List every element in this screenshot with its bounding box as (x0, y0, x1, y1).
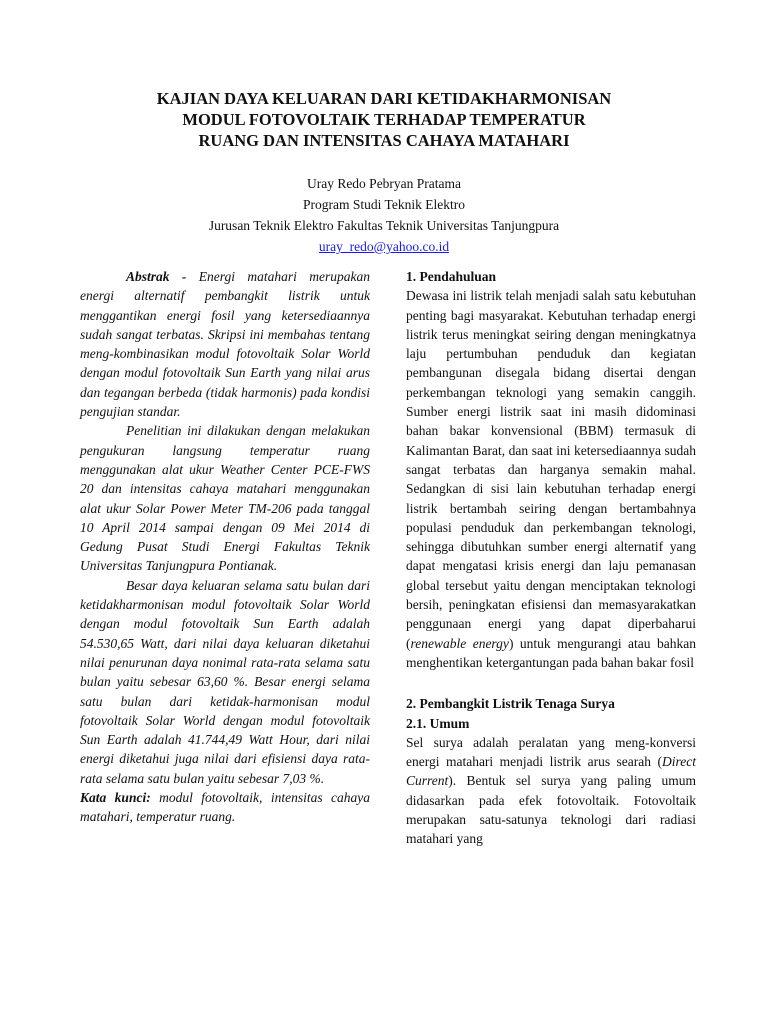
abstract-paragraph-2: Penelitian ini dilakukan dengan melakukan pengukuran langsung temperatur ruang menggunakan alat ukur Weather Center PCE-FWS 20 dan intensitas cahaya matahari menggunakan alat ukur Solar Power Meter TM-206 pada tanggal 10 April 2014 sampai dengan 09 Mei 2014 di Gedung Pusat Studi Energi Fakultas Teknik Universitas Tanjungpura Pontianak. (80, 423, 370, 574)
title-line-3: RUANG DAN INTENSITAS CAHAYA MATAHARI (198, 131, 570, 150)
section-2-text-b: ). Bentuk sel surya yang paling umum didasarkan pada efek fotovoltaik. Fotovoltaik merupakan satu-satunya teknologi dari radiasi matahari yang (406, 773, 696, 847)
body-column (406, 267, 696, 849)
author-email-link[interactable]: uray_redo@yahoo.co.id (318, 239, 450, 254)
title-line-2: MODUL FOTOVOLTAIK TERHADAP TEMPERATUR (182, 110, 586, 129)
section-2-text-a: Sel surya adalah peralatan yang meng-konversi energi matahari menjadi listrik arus searah ( (406, 734, 696, 770)
section-2-1-heading: 2.1. Umum (406, 715, 470, 731)
abstract-text-1: Energi matahari merupakan energi alternatif pembangkit listrik untuk menggantikan energi fosil yang ketersediaannya sudah sangat terbatas. Skripsi ini membahas tentang meng-kombinasikan modul fotovoltaik Solar World dengan modul fotovoltaik Sun Earth yang nilai arus dan tegangan berbeda (tidak harmonis) pada kondisi pengujian standar. (80, 269, 370, 420)
keywords-paragraph (80, 788, 370, 827)
section-1-text-a: Dewasa ini listrik telah menjadi salah satu kebutuhan penting bagi masyarakat. Kebutuhan terhadap energi listrik terus meningkat seiring dengan meningkatnya laju pertumbuhan penduduk dan kegiatan pembangunan disegala bidang disertai dengan perkembangan teknologi yang semakin canggih. Sumber energi listrik saat ini masih didominasi bahan bakar konvensional (BBM) termasuk di Kalimantan Barat, dan saat ini ketersediaannya sudah sangat terbatas dan harganya semakin mahal. Sedangkan di sisi lain kebutuhan terhadap energi listrik bertambah seiring dengan bertambahnya populasi penduduk dan perkembangan teknologi, sehingga dibutuhkan sumber energi alternatif yang dapat mengatasi krisis energi dan laju pemanasan global tersebut yaitu dengan menciptakan teknologi bersih, peningkatan efisiensi dan memasyarakatkan penggunaan energi yang dapat diperbaharui ( (406, 288, 696, 651)
title-line-1: KAJIAN DAYA KELUARAN DARI KETIDAKHARMONISAN (156, 89, 612, 108)
section-2-heading: 2. Pembangkit Listrik Tenaga Surya (406, 696, 615, 712)
author-block (0, 173, 768, 257)
section-1-italic: renewable energy (410, 635, 509, 651)
abstract-label: Abstrak - (126, 269, 187, 284)
section-2-italic: Direct Current (406, 754, 696, 789)
abstract-paragraph-3: Besar daya keluaran selama satu bulan dari ketidakharmonisan modul fotovoltaik Solar World dengan modul fotovoltaik Sun Earth adalah 54.530,65 Watt, dari nilai daya keluaran diketahui nilai penurunan daya nonimal rata-rata selama satu bulan yaitu sebesar 63,60 %. Besar energi selama satu bulan dari ketidak-harmonisan modul fotovoltaik Solar World dengan modul fotovoltaik Sun Earth adalah 41.744,49 Watt Hour, dari nilai energi diketahui juga nilai dari efisiensi daya rata-rata selama satu bulan yaitu sebesar 7,03 %. (80, 577, 370, 786)
keywords-label: Kata kunci: (80, 790, 151, 806)
keywords-text: modul fotovoltaik, intensitas cahaya matahari, temperatur ruang. (80, 790, 370, 825)
section-1-paragraph (406, 286, 696, 672)
author-name: Uray Redo Pebryan Pratama (306, 176, 462, 191)
paper-title (0, 88, 768, 151)
section-1-text-b: ) untuk mengurangi atau bahkan menghentikan ketergantungan pada bahan bakar fosil (406, 635, 696, 670)
section-1-heading: 1. Pendahuluan (406, 269, 497, 284)
abstract-paragraph-1 (80, 267, 370, 421)
author-program: Program Studi Teknik Elektro (303, 197, 465, 212)
abstract-column (80, 267, 370, 827)
author-department: Jurusan Teknik Elektro Fakultas Teknik Universitas Tanjungpura (208, 218, 560, 233)
section-2-paragraph (406, 733, 696, 849)
